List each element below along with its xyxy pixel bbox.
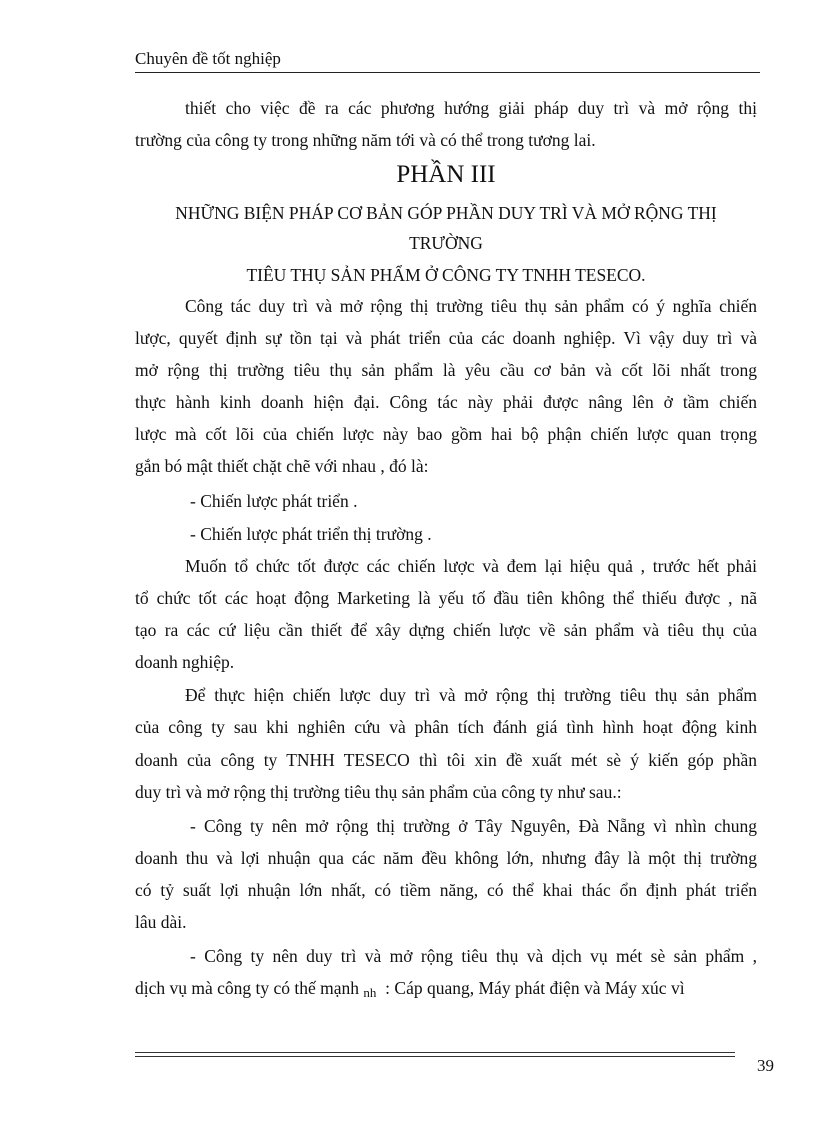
list-item: - Chiến lược phát triển thị trường . xyxy=(190,524,432,544)
body-line: Để thực hiện chiến lược duy trì và mở rộng thị trường tiêu thụ sản phẩm xyxy=(185,685,757,705)
list-item: - Chiến lược phát triển . xyxy=(190,491,358,511)
body-line: thiết cho việc đề ra các phương hướng giải pháp duy trì và mở rộng thị xyxy=(185,98,757,118)
body-line: doanh nghiệp. xyxy=(135,652,235,672)
body-line: lâu dài. xyxy=(135,912,187,932)
body-line: Muốn tổ chức tốt được các chiến lược và đem lại hiệu quả , trước hết phải xyxy=(185,556,757,576)
body-line: doanh thu và lợi nhuận qua các năm đều không lớn, nhưng đây là một thị trường xyxy=(135,848,757,868)
page-number: 39 xyxy=(757,1056,774,1075)
body-line: tổ chức tốt các hoạt động Marketing là yếu tố đầu tiên không thể thiếu được , nã xyxy=(135,588,757,608)
section-heading: TIÊU THỤ SẢN PHẨM Ở CÔNG TY TNHH TESECO. xyxy=(246,265,646,285)
body-line: gắn bó mật thiết chặt chẽ với nhau , đó là: xyxy=(135,456,429,476)
body-line xyxy=(135,977,757,1004)
header-rule xyxy=(135,72,760,73)
body-line: mở rộng thị trường tiêu thụ sản phẩm là yêu cầu cơ bản và cốt lõi nhất trong xyxy=(135,360,757,380)
body-line: trường của công ty trong những năm tới và có thể trong tương lai. xyxy=(135,130,596,150)
body-text: : Cáp quang, Máy phát điện và Máy xúc vì xyxy=(376,978,685,998)
section-heading: TRƯỜNG xyxy=(409,233,483,253)
body-line: thực hành kinh doanh hiện đại. Công tác này phải được nâng lên ở tầm chiến xyxy=(135,392,757,412)
body-line: lược mà cốt lõi của chiến lược này bao gồm hai bộ phận chiến lược quan trọng xyxy=(135,424,757,444)
body-line: có tỷ suất lợi nhuận lớn nhất, có tiềm năng, có thể khai thác ổn định phát triển xyxy=(135,880,757,900)
body-line: Công tác duy trì và mở rộng thị trường tiêu thụ sản phẩm có ý nghĩa chiến xyxy=(185,296,757,316)
body-line: doanh của công ty TNHH TESECO thì tôi xin đề xuất mét sè ý kiến góp phần xyxy=(135,750,757,770)
body-line: duy trì và mở rộng thị trường tiêu thụ sản phẩm của công ty như sau.: xyxy=(135,782,622,802)
body-line: của công ty sau khi nghiên cứu và phân tích đánh giá tình hình hoạt động kinh xyxy=(135,717,757,737)
list-item: - Công ty nên mở rộng thị trường ở Tây Nguyên, Đà Nẵng vì nhìn chung xyxy=(190,816,757,836)
running-header: Chuyên đề tốt nghiệp xyxy=(135,49,281,68)
list-item: - Công ty nên duy trì và mở rộng tiêu thụ và dịch vụ mét sè sản phẩm , xyxy=(190,946,757,966)
body-text: dịch vụ mà công ty có thế mạnh xyxy=(135,978,360,998)
footer-rule xyxy=(135,1052,735,1057)
body-line: lược, quyết định sự tồn tại và phát triển của các doanh nghiệp. Vì vậy duy trì và xyxy=(135,328,757,348)
section-title: PHẦN III xyxy=(396,161,496,188)
body-line: tạo ra các cứ liệu cần thiết để xây dựng chiến lược về sản phẩm và tiêu thụ của xyxy=(135,620,757,640)
section-heading: NHỮNG BIỆN PHÁP CƠ BẢN GÓP PHẦN DUY TRÌ VÀ MỞ RỘNG THỊ xyxy=(175,203,717,223)
subscript-text: nh xyxy=(363,985,377,1000)
